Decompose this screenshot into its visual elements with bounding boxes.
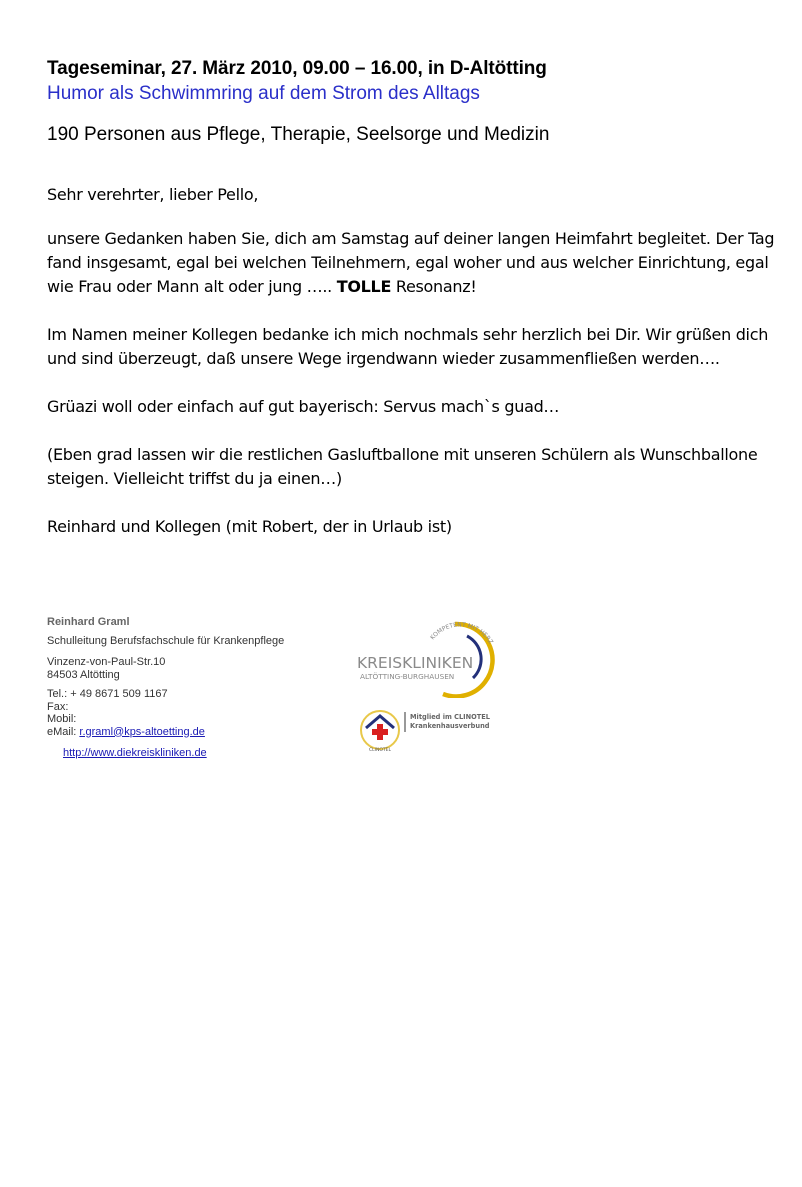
paragraph-1 <box>47 227 777 299</box>
kreiskliniken-logo <box>355 620 500 698</box>
clinotel-cross-horizontal <box>372 729 388 735</box>
signature-mobil: Mobil: <box>47 713 77 725</box>
signature-tel: Tel.: + 49 8671 509 1167 <box>47 688 168 700</box>
audience-line: 190 Personen aus Pflege, Therapie, Seelsorge und Medizin <box>47 124 550 145</box>
signature-website-line <box>47 747 347 760</box>
paragraph-4: (Eben grad lassen wir die restlichen Gasluftballone mit unseren Schülern als Wunschballone steigen. Vielleicht triffst du ja einen…) <box>47 445 758 488</box>
email-link[interactable]: r.graml@kps-altoetting.de <box>79 725 205 738</box>
letter-body <box>47 183 777 563</box>
kreiskliniken-wordmark: KREISKLINIKEN <box>357 654 474 672</box>
kreiskliniken-arc-textpath: KOMPETENT MIT HERZ <box>429 621 495 646</box>
website-link[interactable]: http://www.diekreiskliniken.de <box>63 747 207 759</box>
signature-name: Reinhard Graml <box>47 616 130 628</box>
event-title: Tageseminar, 27. März 2010, 09.00 – 16.00, in D-Altötting <box>47 58 547 79</box>
email-signature <box>47 616 347 760</box>
kreiskliniken-subtitle: ALTÖTTING-BURGHAUSEN <box>360 672 455 681</box>
clinotel-seal-text: CLINOTEL <box>369 748 391 753</box>
signature-city: 84503 Altötting <box>47 668 120 681</box>
paragraph-3: Grüazi woll oder einfach auf gut bayerisch: Servus mach`s guad… <box>47 397 560 416</box>
paragraph-1-text: unsere Gedanken haben Sie, dich am Samstag auf deiner langen Heimfahrt begleitet. Der Tag fand insgesamt, egal bei welchen Teilnehmern, egal woher und aus welcher Einrichtung, egal wie Frau oder Mann alt oder jung ….. <box>47 229 775 296</box>
closing: Reinhard und Kollegen (mit Robert, der in Urlaub ist) <box>47 517 452 536</box>
signature-street: Vinzenz-von-Paul-Str.10 <box>47 656 166 668</box>
email-label: eMail: <box>47 725 80 738</box>
signature-email-line <box>47 726 347 739</box>
paragraph-2: Im Namen meiner Kollegen bedanke ich mich nochmals sehr herzlich bei Dir. Wir grüßen dich und sind überzeugt, daß unsere Wege irgendwann wieder zusammenfließen werden…. <box>47 325 769 368</box>
clinotel-line-1: Mitglied im CLINOTEL <box>410 713 490 721</box>
clinotel-line-2: Krankenhausverbund <box>410 722 490 730</box>
event-subtitle: Humor als Schwimmring auf dem Strom des Alltags <box>47 83 480 104</box>
clinotel-divider <box>404 712 406 732</box>
kreiskliniken-arc-text <box>429 621 494 645</box>
paragraph-1-end: Resonanz! <box>391 277 477 296</box>
greeting: Sehr verehrter, lieber Pello, <box>47 185 259 204</box>
signature-role: Schulleitung Berufsfachschule für Krankenpflege <box>47 634 285 647</box>
clinotel-logo <box>358 706 508 758</box>
paragraph-1-bold: TOLLE <box>336 277 392 296</box>
signature-fax: Fax: <box>47 700 69 713</box>
